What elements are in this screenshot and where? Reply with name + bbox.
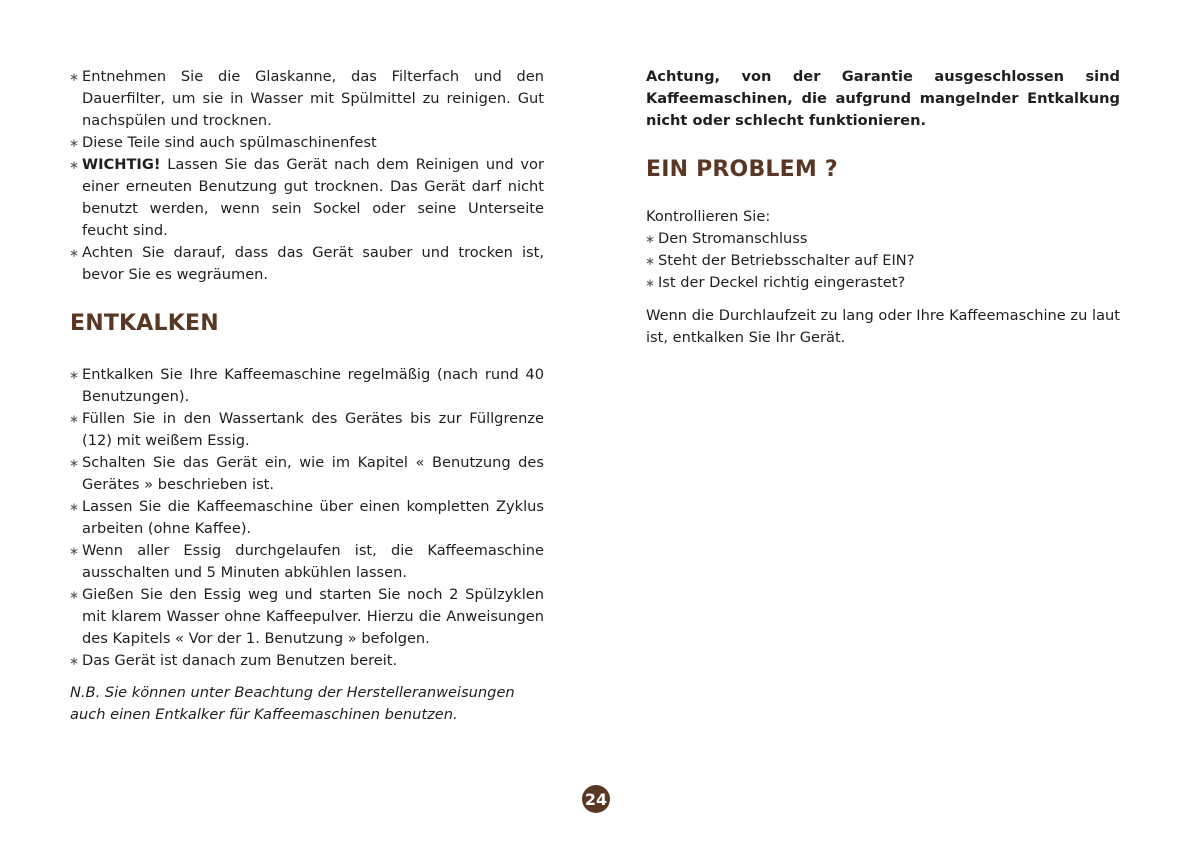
list-item: ∗ Entkalken Sie Ihre Kaffeemaschine regelmäßig (nach rund 40 Benutzungen). (70, 364, 544, 408)
list-item: ∗ Diese Teile sind auch spülmaschinenfest (70, 132, 544, 154)
important-label: WICHTIG! (82, 156, 161, 173)
list-item: ∗ Achten Sie darauf, dass das Gerät sauber und trocken ist, bevor Sie es wegräumen. (70, 242, 544, 286)
page-number: 24 (582, 785, 610, 813)
list-item: ∗ Steht der Betriebsschalter auf EIN? (646, 250, 1120, 272)
check-list (646, 228, 1120, 294)
important-text: Lassen Sie das Gerät nach dem Reinigen und vor einer erneuten Benutzung gut trocknen. Das Gerät darf nicht benutzt werden, wenn sein Sockel oder seine Unterseite feucht sind. (82, 156, 544, 239)
problem-heading: EIN PROBLEM ? (646, 157, 838, 182)
list-item: ∗ Schalten Sie das Gerät ein, wie im Kapitel « Benutzung des Gerätes » beschrieben ist. (70, 452, 544, 496)
list-item: ∗ Lassen Sie die Kaffeemaschine über einen kompletten Zyklus arbeiten (ohne Kaffee). (70, 496, 544, 540)
list-item: ∗ Füllen Sie in den Wassertank des Gerätes bis zur Füllgrenze (12) mit weißem Essig. (70, 408, 544, 452)
list-item: ∗ Ist der Deckel richtig eingerastet? (646, 272, 1120, 294)
entkalken-list (70, 364, 544, 672)
warranty-warning: Achtung, von der Garantie ausgeschlossen sind Kaffeemaschinen, die aufgrund mangelnder Entkalkung nicht oder schlecht funktionieren. (646, 68, 1120, 129)
list-item (70, 154, 544, 242)
list-item: ∗ Entnehmen Sie die Glaskanne, das Filterfach und den Dauerfilter, um sie in Wasser mit Spülmittel zu reinigen. Gut nachspülen und trocknen. (70, 66, 544, 132)
check-intro: Kontrollieren Sie: (646, 208, 771, 225)
list-item: ∗ Das Gerät ist danach zum Benutzen bereit. (70, 650, 544, 672)
list-item: ∗ Den Stromanschluss (646, 228, 1120, 250)
list-item: ∗ Wenn aller Essig durchgelaufen ist, die Kaffeemaschine ausschalten und 5 Minuten abkühlen lassen. (70, 540, 544, 584)
left-column (70, 66, 544, 726)
cleaning-list (70, 66, 544, 286)
entkalken-heading: ENTKALKEN (70, 311, 219, 336)
list-item: ∗ Gießen Sie den Essig weg und starten Sie noch 2 Spülzyklen mit klarem Wasser ohne Kaffeepulver. Hierzu die Anweisungen des Kapitels « Vor der 1. Benutzung » befolgen. (70, 584, 544, 650)
nb-note: N.B. Sie können unter Beachtung der Herstelleranweisungen auch einen Entkalker für Kaffeemaschinen benutzen. (70, 684, 515, 723)
closing-paragraph: Wenn die Durchlaufzeit zu lang oder Ihre Kaffeemaschine zu laut ist, entkalken Sie Ihr Gerät. (646, 307, 1120, 346)
right-column (646, 66, 1120, 349)
